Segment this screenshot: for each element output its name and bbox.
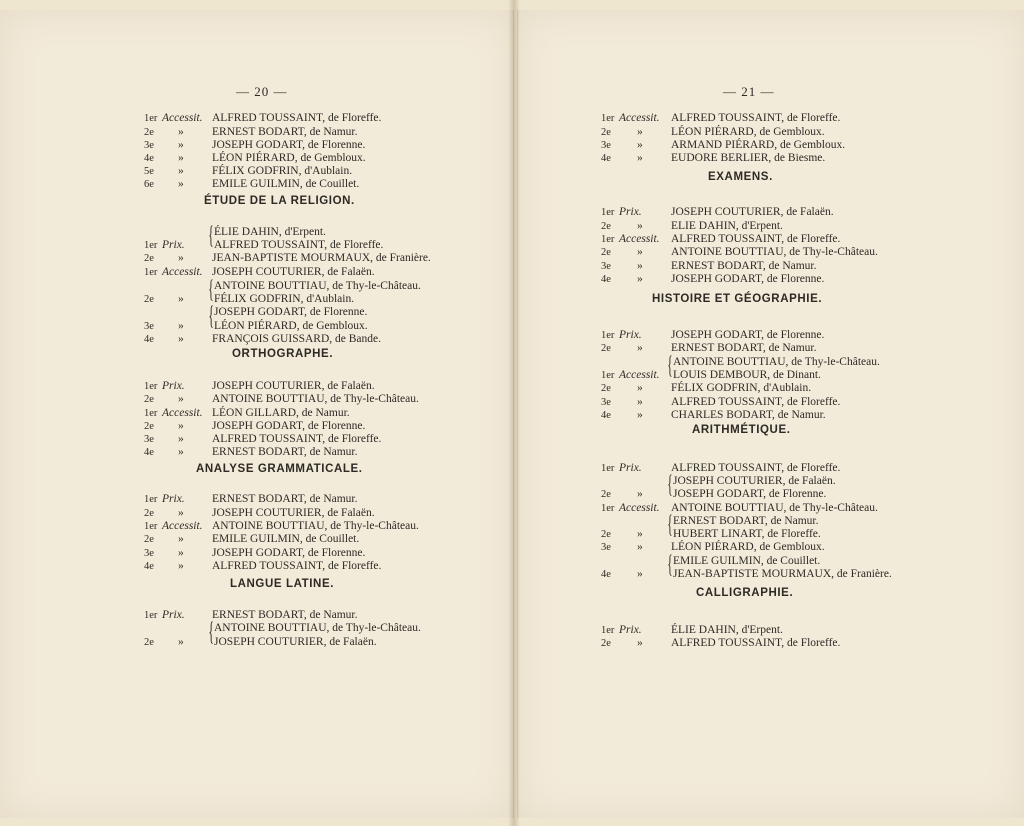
list-item bbox=[518, 342, 1024, 355]
book-gutter bbox=[508, 0, 520, 826]
list-item bbox=[0, 560, 513, 573]
rank-label: 2e bbox=[144, 394, 154, 405]
ditto-mark: » bbox=[178, 333, 184, 345]
recipient-name: JOSEPH GODART, de Florenne. bbox=[212, 420, 366, 432]
list-item bbox=[0, 239, 513, 252]
rank-label: 1er bbox=[144, 408, 158, 419]
grouping-brace: { bbox=[667, 511, 673, 538]
list-item bbox=[0, 636, 513, 649]
ditto-mark: » bbox=[178, 152, 184, 164]
list-item bbox=[0, 139, 513, 152]
rank-label: 1er bbox=[601, 234, 615, 245]
recipient-name: ALFRED TOUSSAINT, de Floreffe. bbox=[212, 112, 382, 124]
ditto-mark: » bbox=[178, 420, 184, 432]
list-item bbox=[0, 280, 513, 293]
rank-label: 1er bbox=[144, 610, 158, 621]
list-item bbox=[0, 152, 513, 165]
list-item bbox=[0, 609, 513, 622]
recipient-name: ALFRED TOUSSAINT, de Floreffe. bbox=[671, 462, 841, 474]
rank-label: 3e bbox=[144, 140, 154, 151]
award-label: Prix. bbox=[162, 380, 185, 392]
recipient-name: ERNEST BODART, de Namur. bbox=[212, 493, 358, 505]
recipient-name: ALFRED TOUSSAINT, de Floreffe. bbox=[671, 396, 841, 408]
rank-label: 2e bbox=[601, 383, 611, 394]
heading-examens: EXAMENS. bbox=[708, 171, 773, 183]
list-item bbox=[0, 112, 513, 125]
ditto-mark: » bbox=[178, 293, 184, 305]
ditto-mark: » bbox=[178, 533, 184, 545]
recipient-name: CHARLES BODART, de Namur. bbox=[671, 409, 826, 421]
rank-label: 1er bbox=[601, 207, 615, 218]
recipient-name: JOSEPH GODART, de Florenne. bbox=[214, 306, 368, 318]
recipient-name: ERNEST BODART, de Namur. bbox=[671, 342, 817, 354]
list-item bbox=[518, 515, 1024, 528]
recipient-name: LÉON PIÉRARD, de Gembloux. bbox=[214, 320, 368, 332]
grouping-brace: { bbox=[208, 617, 215, 646]
ditto-mark: » bbox=[178, 139, 184, 151]
award-label: Prix. bbox=[619, 329, 642, 341]
recipient-name: ERNEST BODART, de Namur. bbox=[212, 609, 358, 621]
rank-label: 1er bbox=[601, 113, 615, 124]
award-label: Accessit. bbox=[619, 502, 660, 514]
list-item bbox=[0, 493, 513, 506]
list-item bbox=[518, 409, 1024, 422]
list-item bbox=[518, 462, 1024, 475]
rank-label: 2e bbox=[601, 127, 611, 138]
ditto-mark: » bbox=[178, 560, 184, 572]
recipient-name: ALFRED TOUSSAINT, de Floreffe. bbox=[214, 239, 384, 251]
award-label: Accessit. bbox=[162, 112, 203, 124]
recipient-name: JEAN-BAPTISTE MOURMAUX, de Franière. bbox=[212, 252, 431, 264]
rank-label: 5e bbox=[144, 166, 154, 177]
rank-label: 1er bbox=[601, 370, 615, 381]
ditto-mark: » bbox=[178, 126, 184, 138]
ditto-mark: » bbox=[178, 393, 184, 405]
recipient-name: EUDORE BERLIER, de Biesme. bbox=[671, 152, 826, 164]
award-label: Prix. bbox=[619, 624, 642, 636]
recipient-name: FÉLIX GODFRIN, d'Aublain. bbox=[214, 293, 355, 305]
rank-label: 1er bbox=[144, 113, 158, 124]
recipient-name: JOSEPH GODART, de Florenne. bbox=[212, 547, 366, 559]
rank-label: 3e bbox=[144, 548, 154, 559]
ditto-mark: » bbox=[637, 273, 643, 285]
ditto-mark: » bbox=[637, 220, 643, 232]
list-item bbox=[0, 320, 513, 333]
recipient-name: ANTOINE BOUTTIAU, de Thy-le-Château. bbox=[214, 280, 421, 292]
recipient-name: ARMAND PIÉRARD, de Gembloux. bbox=[671, 139, 846, 151]
rank-label: 2e bbox=[144, 127, 154, 138]
grouping-brace: { bbox=[667, 471, 673, 498]
rank-label: 2e bbox=[144, 294, 154, 305]
ditto-mark: » bbox=[637, 528, 643, 540]
rank-label: 1er bbox=[144, 521, 158, 532]
recipient-name: EMILE GUILMIN, de Couillet. bbox=[212, 533, 360, 545]
list-item bbox=[0, 306, 513, 319]
rank-label: 2e bbox=[144, 534, 154, 545]
list-item bbox=[0, 293, 513, 306]
rank-label: 2e bbox=[144, 421, 154, 432]
recipient-name: ALFRED TOUSSAINT, de Floreffe. bbox=[671, 112, 841, 124]
recipient-name: LÉON PIÉRARD, de Gembloux. bbox=[212, 152, 366, 164]
ditto-mark: » bbox=[637, 139, 643, 151]
list-item bbox=[518, 152, 1024, 165]
award-label: Accessit. bbox=[619, 233, 660, 245]
recipient-name: ERNEST BODART, de Namur. bbox=[212, 446, 358, 458]
ditto-mark: » bbox=[637, 637, 643, 649]
rank-label: 1er bbox=[601, 330, 615, 341]
grouping-brace: { bbox=[208, 222, 214, 249]
ditto-mark: » bbox=[637, 488, 643, 500]
rank-label: 2e bbox=[144, 508, 154, 519]
list-item bbox=[518, 273, 1024, 286]
recipient-name: JOSEPH GODART, de Florenne. bbox=[671, 273, 825, 285]
recipient-name: FÉLIX GODFRIN, d'Aublain. bbox=[671, 382, 812, 394]
recipient-name: JOSEPH COUTURIER, de Falaën. bbox=[212, 266, 375, 278]
page-number-right: — 21 — bbox=[723, 84, 775, 99]
list-item bbox=[0, 407, 513, 420]
left-page bbox=[0, 10, 514, 818]
recipient-name: LÉON GILLARD, de Namur. bbox=[212, 407, 350, 419]
recipient-name: ANTOINE BOUTTIAU, de Thy-le-Château. bbox=[671, 502, 878, 514]
heading-religion: ÉTUDE DE LA RELIGION. bbox=[204, 195, 355, 207]
award-label: Prix. bbox=[162, 493, 185, 505]
list-item bbox=[518, 329, 1024, 342]
recipient-name: ELIE DAHIN, d'Erpent. bbox=[671, 220, 783, 232]
list-item bbox=[518, 541, 1024, 554]
rank-label: 2e bbox=[601, 247, 611, 258]
rank-label: 4e bbox=[601, 153, 611, 164]
award-label: Prix. bbox=[162, 609, 185, 621]
ditto-mark: » bbox=[637, 152, 643, 164]
recipient-name: ÉLIE DAHIN, d'Erpent. bbox=[214, 226, 326, 238]
rank-label: 4e bbox=[144, 561, 154, 572]
rank-label: 1er bbox=[144, 381, 158, 392]
heading-arithmetique: ARITHMÉTIQUE. bbox=[692, 424, 791, 436]
list-item bbox=[0, 252, 513, 265]
ditto-mark: » bbox=[637, 382, 643, 394]
list-item bbox=[518, 555, 1024, 568]
recipient-name: JEAN-BAPTISTE MOURMAUX, de Franière. bbox=[673, 568, 892, 580]
page-number-left: — 20 — bbox=[236, 84, 288, 99]
recipient-name: EMILE GUILMIN, de Couillet. bbox=[212, 178, 360, 190]
ditto-mark: » bbox=[637, 246, 643, 258]
list-item bbox=[518, 637, 1024, 650]
recipient-name: ALFRED TOUSSAINT, de Floreffe. bbox=[212, 560, 382, 572]
ditto-mark: » bbox=[178, 547, 184, 559]
ditto-mark: » bbox=[637, 260, 643, 272]
ditto-mark: » bbox=[178, 433, 184, 445]
list-item bbox=[518, 139, 1024, 152]
ditto-mark: » bbox=[178, 507, 184, 519]
ditto-mark: » bbox=[637, 409, 643, 421]
list-item bbox=[0, 393, 513, 406]
list-item bbox=[518, 369, 1024, 382]
list-item bbox=[518, 233, 1024, 246]
list-item bbox=[0, 520, 513, 533]
rank-label: 4e bbox=[601, 569, 611, 580]
award-label: Prix. bbox=[162, 239, 185, 251]
rank-label: 4e bbox=[144, 447, 154, 458]
recipient-name: ANTOINE BOUTTIAU, de Thy-le-Château. bbox=[212, 520, 419, 532]
list-item bbox=[518, 260, 1024, 273]
recipient-name: ERNEST BODART, de Namur. bbox=[671, 260, 817, 272]
rank-label: 1er bbox=[601, 503, 615, 514]
rank-label: 2e bbox=[601, 221, 611, 232]
ditto-mark: » bbox=[637, 568, 643, 580]
recipient-name: HUBERT LINART, de Floreffe. bbox=[673, 528, 821, 540]
rank-label: 3e bbox=[144, 321, 154, 332]
list-item bbox=[0, 178, 513, 191]
recipient-name: LOUIS DEMBOUR, de Dinant. bbox=[673, 369, 821, 381]
ditto-mark: » bbox=[637, 126, 643, 138]
ditto-mark: » bbox=[637, 342, 643, 354]
rank-label: 6e bbox=[144, 179, 154, 190]
rank-label: 2e bbox=[144, 637, 154, 648]
recipient-name: FÉLIX GODFRIN, d'Aublain. bbox=[212, 165, 353, 177]
rank-label: 2e bbox=[601, 529, 611, 540]
ditto-mark: » bbox=[178, 165, 184, 177]
recipient-name: ANTOINE BOUTTIAU, de Thy-le-Château. bbox=[671, 246, 878, 258]
recipient-name: EMILE GUILMIN, de Couillet. bbox=[673, 555, 821, 567]
list-item bbox=[0, 547, 513, 560]
list-item bbox=[0, 420, 513, 433]
list-item bbox=[0, 226, 513, 239]
grouping-brace: { bbox=[667, 551, 673, 578]
recipient-name: ÉLIE DAHIN, d'Erpent. bbox=[671, 624, 783, 636]
rank-label: 4e bbox=[601, 410, 611, 421]
list-item bbox=[0, 533, 513, 546]
rank-label: 1er bbox=[144, 240, 158, 251]
recipient-name: FRANÇOIS GUISSARD, de Bande. bbox=[212, 333, 381, 345]
list-item bbox=[0, 380, 513, 393]
recipient-name: JOSEPH COUTURIER, de Falaën. bbox=[673, 475, 836, 487]
award-label: Accessit. bbox=[162, 520, 203, 532]
list-item bbox=[518, 502, 1024, 515]
rank-label: 3e bbox=[601, 261, 611, 272]
award-label: Accessit. bbox=[162, 407, 203, 419]
list-item bbox=[518, 475, 1024, 488]
ditto-mark: » bbox=[178, 252, 184, 264]
rank-label: 1er bbox=[601, 463, 615, 474]
right-page bbox=[517, 10, 1024, 818]
list-item bbox=[518, 112, 1024, 125]
rank-label: 4e bbox=[144, 334, 154, 345]
rank-label: 2e bbox=[144, 253, 154, 264]
rank-label: 3e bbox=[601, 542, 611, 553]
recipient-name: ALFRED TOUSSAINT, de Floreffe. bbox=[671, 233, 841, 245]
grouping-brace: { bbox=[667, 352, 673, 379]
recipient-name: JOSEPH GODART, de Florenne. bbox=[671, 329, 825, 341]
recipient-name: ANTOINE BOUTTIAU, de Thy-le-Château. bbox=[212, 393, 419, 405]
heading-calligraphie: CALLIGRAPHIE. bbox=[696, 587, 794, 599]
ditto-mark: » bbox=[178, 636, 184, 648]
list-item bbox=[518, 356, 1024, 369]
list-item bbox=[518, 624, 1024, 637]
recipient-name: ANTOINE BOUTTIAU, de Thy-le-Château. bbox=[673, 356, 880, 368]
ditto-mark: » bbox=[178, 446, 184, 458]
list-item bbox=[518, 206, 1024, 219]
recipient-name: JOSEPH GODART, de Florenne. bbox=[673, 488, 827, 500]
rank-label: 3e bbox=[601, 140, 611, 151]
list-item bbox=[518, 126, 1024, 139]
list-item bbox=[0, 333, 513, 346]
list-item bbox=[518, 528, 1024, 541]
recipient-name: JOSEPH GODART, de Florenne. bbox=[212, 139, 366, 151]
recipient-name: JOSEPH COUTURIER, de Falaën. bbox=[212, 507, 375, 519]
award-label: Accessit. bbox=[162, 266, 203, 278]
list-item bbox=[518, 396, 1024, 409]
rank-label: 1er bbox=[144, 267, 158, 278]
list-item bbox=[518, 488, 1024, 501]
list-item bbox=[0, 165, 513, 178]
recipient-name: LÉON PIÉRARD, de Gembloux. bbox=[671, 541, 825, 553]
award-label: Accessit. bbox=[619, 369, 660, 381]
heading-analyse: ANALYSE GRAMMATICALE. bbox=[196, 463, 363, 475]
heading-latin: LANGUE LATINE. bbox=[230, 578, 335, 590]
ditto-mark: » bbox=[178, 320, 184, 332]
award-label: Accessit. bbox=[619, 112, 660, 124]
ditto-mark: » bbox=[637, 541, 643, 553]
rank-label: 4e bbox=[601, 274, 611, 285]
list-item bbox=[0, 433, 513, 446]
list-item bbox=[0, 507, 513, 520]
recipient-name: ERNEST BODART, de Namur. bbox=[212, 126, 358, 138]
award-label: Prix. bbox=[619, 462, 642, 474]
list-item bbox=[518, 246, 1024, 259]
rank-label: 2e bbox=[601, 489, 611, 500]
recipient-name: JOSEPH COUTURIER, de Falaën. bbox=[671, 206, 834, 218]
recipient-name: ANTOINE BOUTTIAU, de Thy-le-Château. bbox=[214, 622, 421, 634]
list-item bbox=[0, 622, 513, 635]
list-item bbox=[518, 568, 1024, 581]
award-label: Prix. bbox=[619, 206, 642, 218]
recipient-name: JOSEPH COUTURIER, de Falaën. bbox=[214, 636, 377, 648]
recipient-name: LÉON PIÉRARD, de Gembloux. bbox=[671, 126, 825, 138]
ditto-mark: » bbox=[178, 178, 184, 190]
list-item bbox=[0, 446, 513, 459]
ditto-mark: » bbox=[637, 396, 643, 408]
list-item bbox=[518, 382, 1024, 395]
rank-label: 4e bbox=[144, 153, 154, 164]
rank-label: 2e bbox=[601, 638, 611, 649]
list-item bbox=[0, 126, 513, 139]
rank-label: 3e bbox=[144, 434, 154, 445]
recipient-name: ERNEST BODART, de Namur. bbox=[673, 515, 819, 527]
rank-label: 1er bbox=[144, 494, 158, 505]
rank-label: 2e bbox=[601, 343, 611, 354]
recipient-name: ALFRED TOUSSAINT, de Floreffe. bbox=[671, 637, 841, 649]
heading-histoire: HISTOIRE ET GÉOGRAPHIE. bbox=[652, 293, 823, 305]
heading-orthographe: ORTHOGRAPHE. bbox=[232, 348, 334, 360]
recipient-name: JOSEPH COUTURIER, de Falaën. bbox=[212, 380, 375, 392]
rank-label: 3e bbox=[601, 397, 611, 408]
grouping-brace: { bbox=[208, 301, 215, 330]
rank-label: 1er bbox=[601, 625, 615, 636]
recipient-name: ALFRED TOUSSAINT, de Floreffe. bbox=[212, 433, 382, 445]
list-item bbox=[0, 266, 513, 279]
list-item bbox=[518, 220, 1024, 233]
grouping-brace: { bbox=[208, 276, 214, 303]
